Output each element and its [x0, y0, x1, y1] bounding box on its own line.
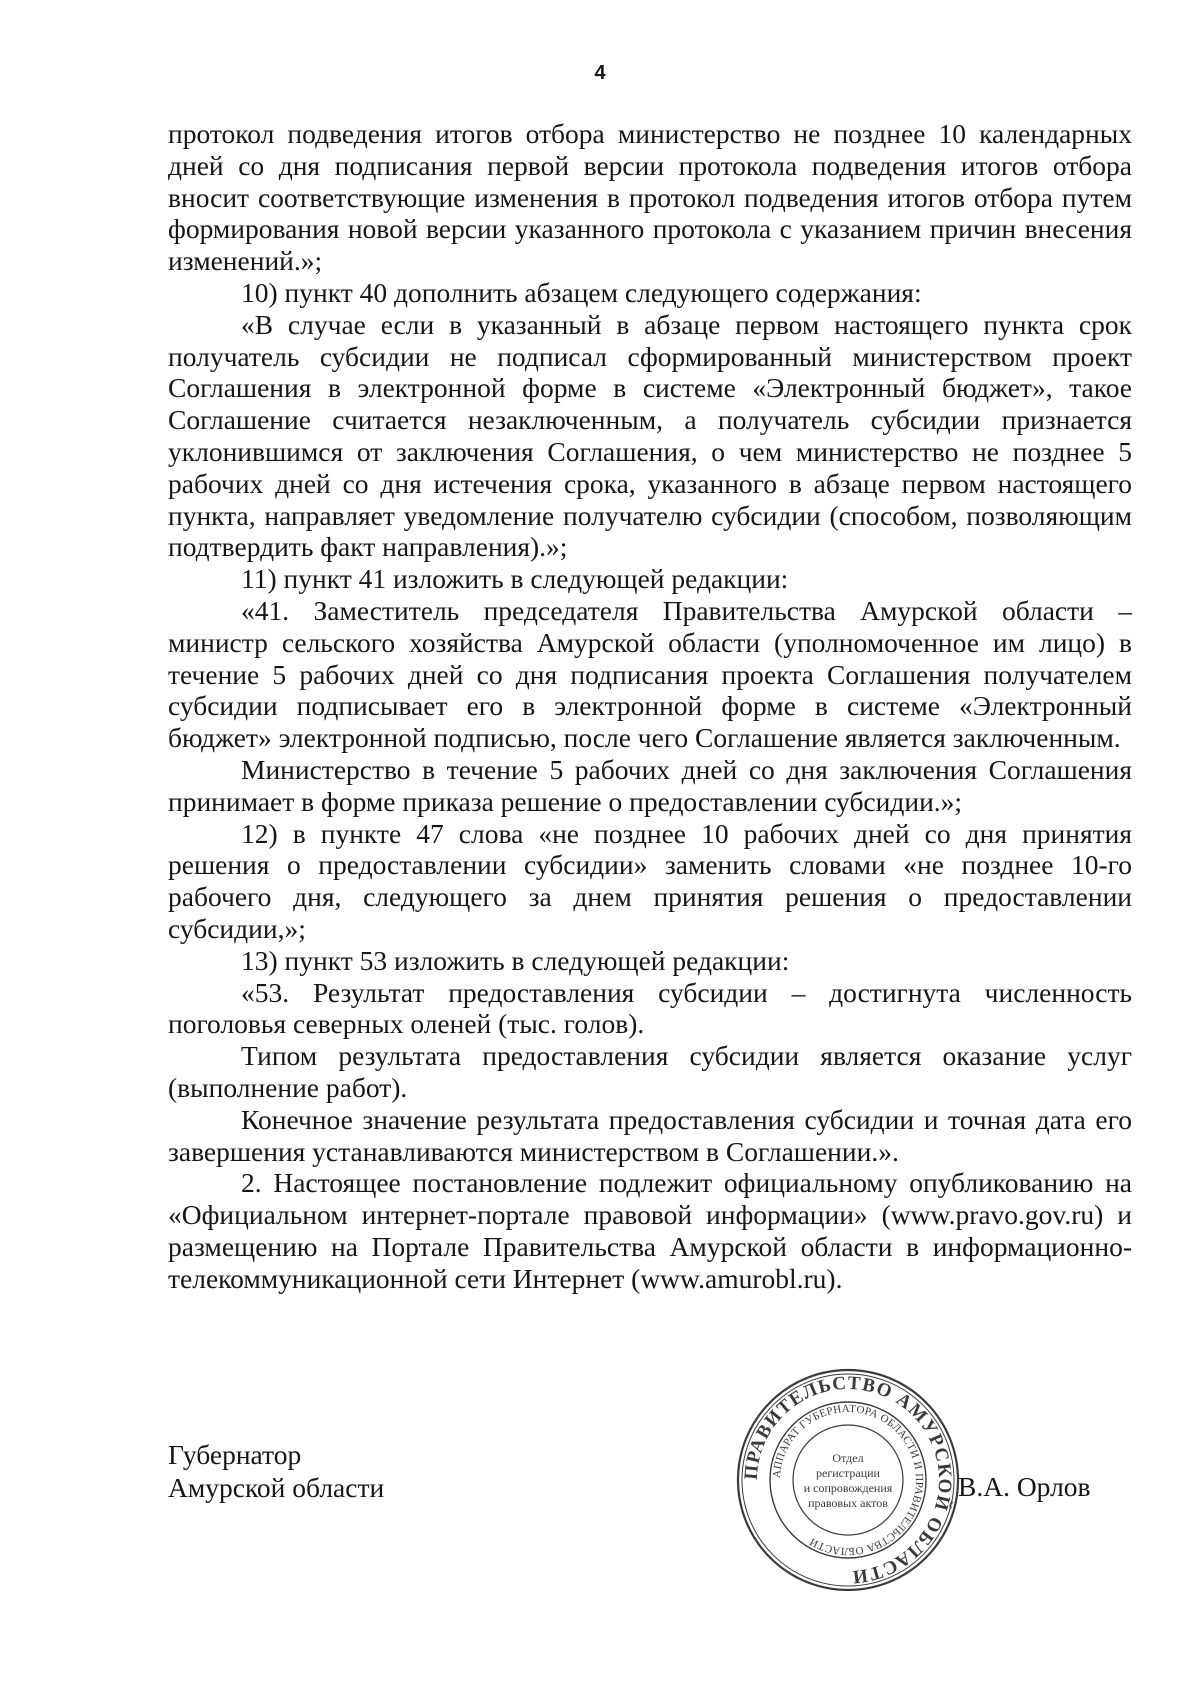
paragraph-result-type: Типом результата предоставления субсидии является оказание услуг (выполнение работ). — [168, 1040, 1132, 1103]
signatory-title-line1: Губернатор — [168, 1439, 302, 1470]
paragraph-item-10-quote: «В случае если в указанный в абзаце первом настоящего пункта срок получатель субсидии не подписал сформированный министерством проект Соглашения в электронной форме в системе «Электронный бюджет», такое Соглашение считается незаключенным, а получатель субсидии признается уклонившимся от заключения Соглашения, о чем министерство не позднее 5 рабочих дней со дня истечения срока, указанного в абзаце первом настоящего пункта, направляет уведомление получателю субсидии (способом, позволяющим подтвердить факт направления).»; — [168, 308, 1132, 563]
paragraph-ministry-order: Министерство в течение 5 рабочих дней со дня заключения Соглашения принимает в форме приказа решение о предоставлении субсидии.»; — [168, 753, 1132, 817]
document-body — [168, 118, 1132, 1294]
signatory-name: В.А. Орлов — [958, 1471, 1091, 1502]
stamp-center-line1: Отдел — [832, 1451, 864, 1465]
stamp-outer-text: ПРАВИТЕЛЬСТВО АМУРСКОЙ ОБЛАСТИ — [740, 1372, 956, 1588]
paragraph-item-53-quote: «53. Результат предоставления субсидии – достигнута численность поголовья северных оленей (тыс. голов). — [168, 976, 1132, 1040]
paragraph-item-13: 13) пункт 53 изложить в следующей редакции: — [241, 944, 790, 976]
paragraph-item-41-quote: «41. Заместитель председателя Правительства Амурской области – министр сельского хозяйства Амурской области (уполномоченное им лицо) в течение 5 рабочих дней со дня подписания проекта Соглашения получателем субсидии подписывает его в электронной форме в системе «Электронный бюджет» электронной подписью, после чего Соглашение является заключенным. — [168, 594, 1132, 754]
signatory-title-line2: Амурской области — [168, 1472, 385, 1503]
paragraph-item-11: 11) пункт 41 изложить в следующей редакции: — [241, 563, 789, 595]
stamp-center-line3: и сопровождения — [803, 1481, 893, 1495]
stamp-center-line2: регистрации — [816, 1466, 880, 1480]
page-number: 4 — [594, 62, 606, 84]
paragraph-publication: 2. Настоящее постановление подлежит официальному опубликованию на «Официальном интернет-портале правовой информации» (www.pravo.gov.ru) и размещению на Портале Правительства Амурской области в информационно-телекоммуникационной сети Интернет (www.amurobl.ru). — [168, 1167, 1132, 1294]
stamp-middle-text: АППАРАТ ГУБЕРНАТОРА ОБЛАСТИ И ПРАВИТЕЛЬСТВА ОБЛАСТИ — [770, 1402, 926, 1558]
paragraph-item-12: 12) в пункте 47 слова «не позднее 10 рабочих дней со дня принятия решения о предоставлении субсидии» заменить словами «не позднее 10-го рабочего дня, следующего за днем принятия решения о предоставлении субсидии,»; — [168, 817, 1132, 944]
signatory-title — [168, 1438, 384, 1504]
paragraph-final-value: Конечное значение результата предоставления субсидии и точная дата его завершения устанавливаются министерством в Соглашении.». — [168, 1103, 1132, 1167]
paragraph-protocol-continuation: протокол подведения итогов отбора министерство не позднее 10 календарных дней со дня подписания первой версии протокола подведения итогов отбора вносит соответствующие изменения в протокол подведения итогов отбора путем формирования новой версии указанного протокола с указанием причин внесения изменений.»; — [168, 118, 1132, 277]
stamp-center-line4: правовых актов — [808, 1496, 888, 1510]
official-seal-stamp — [735, 1367, 961, 1593]
paragraph-item-10: 10) пункт 40 дополнить абзацем следующего содержания: — [241, 276, 922, 308]
